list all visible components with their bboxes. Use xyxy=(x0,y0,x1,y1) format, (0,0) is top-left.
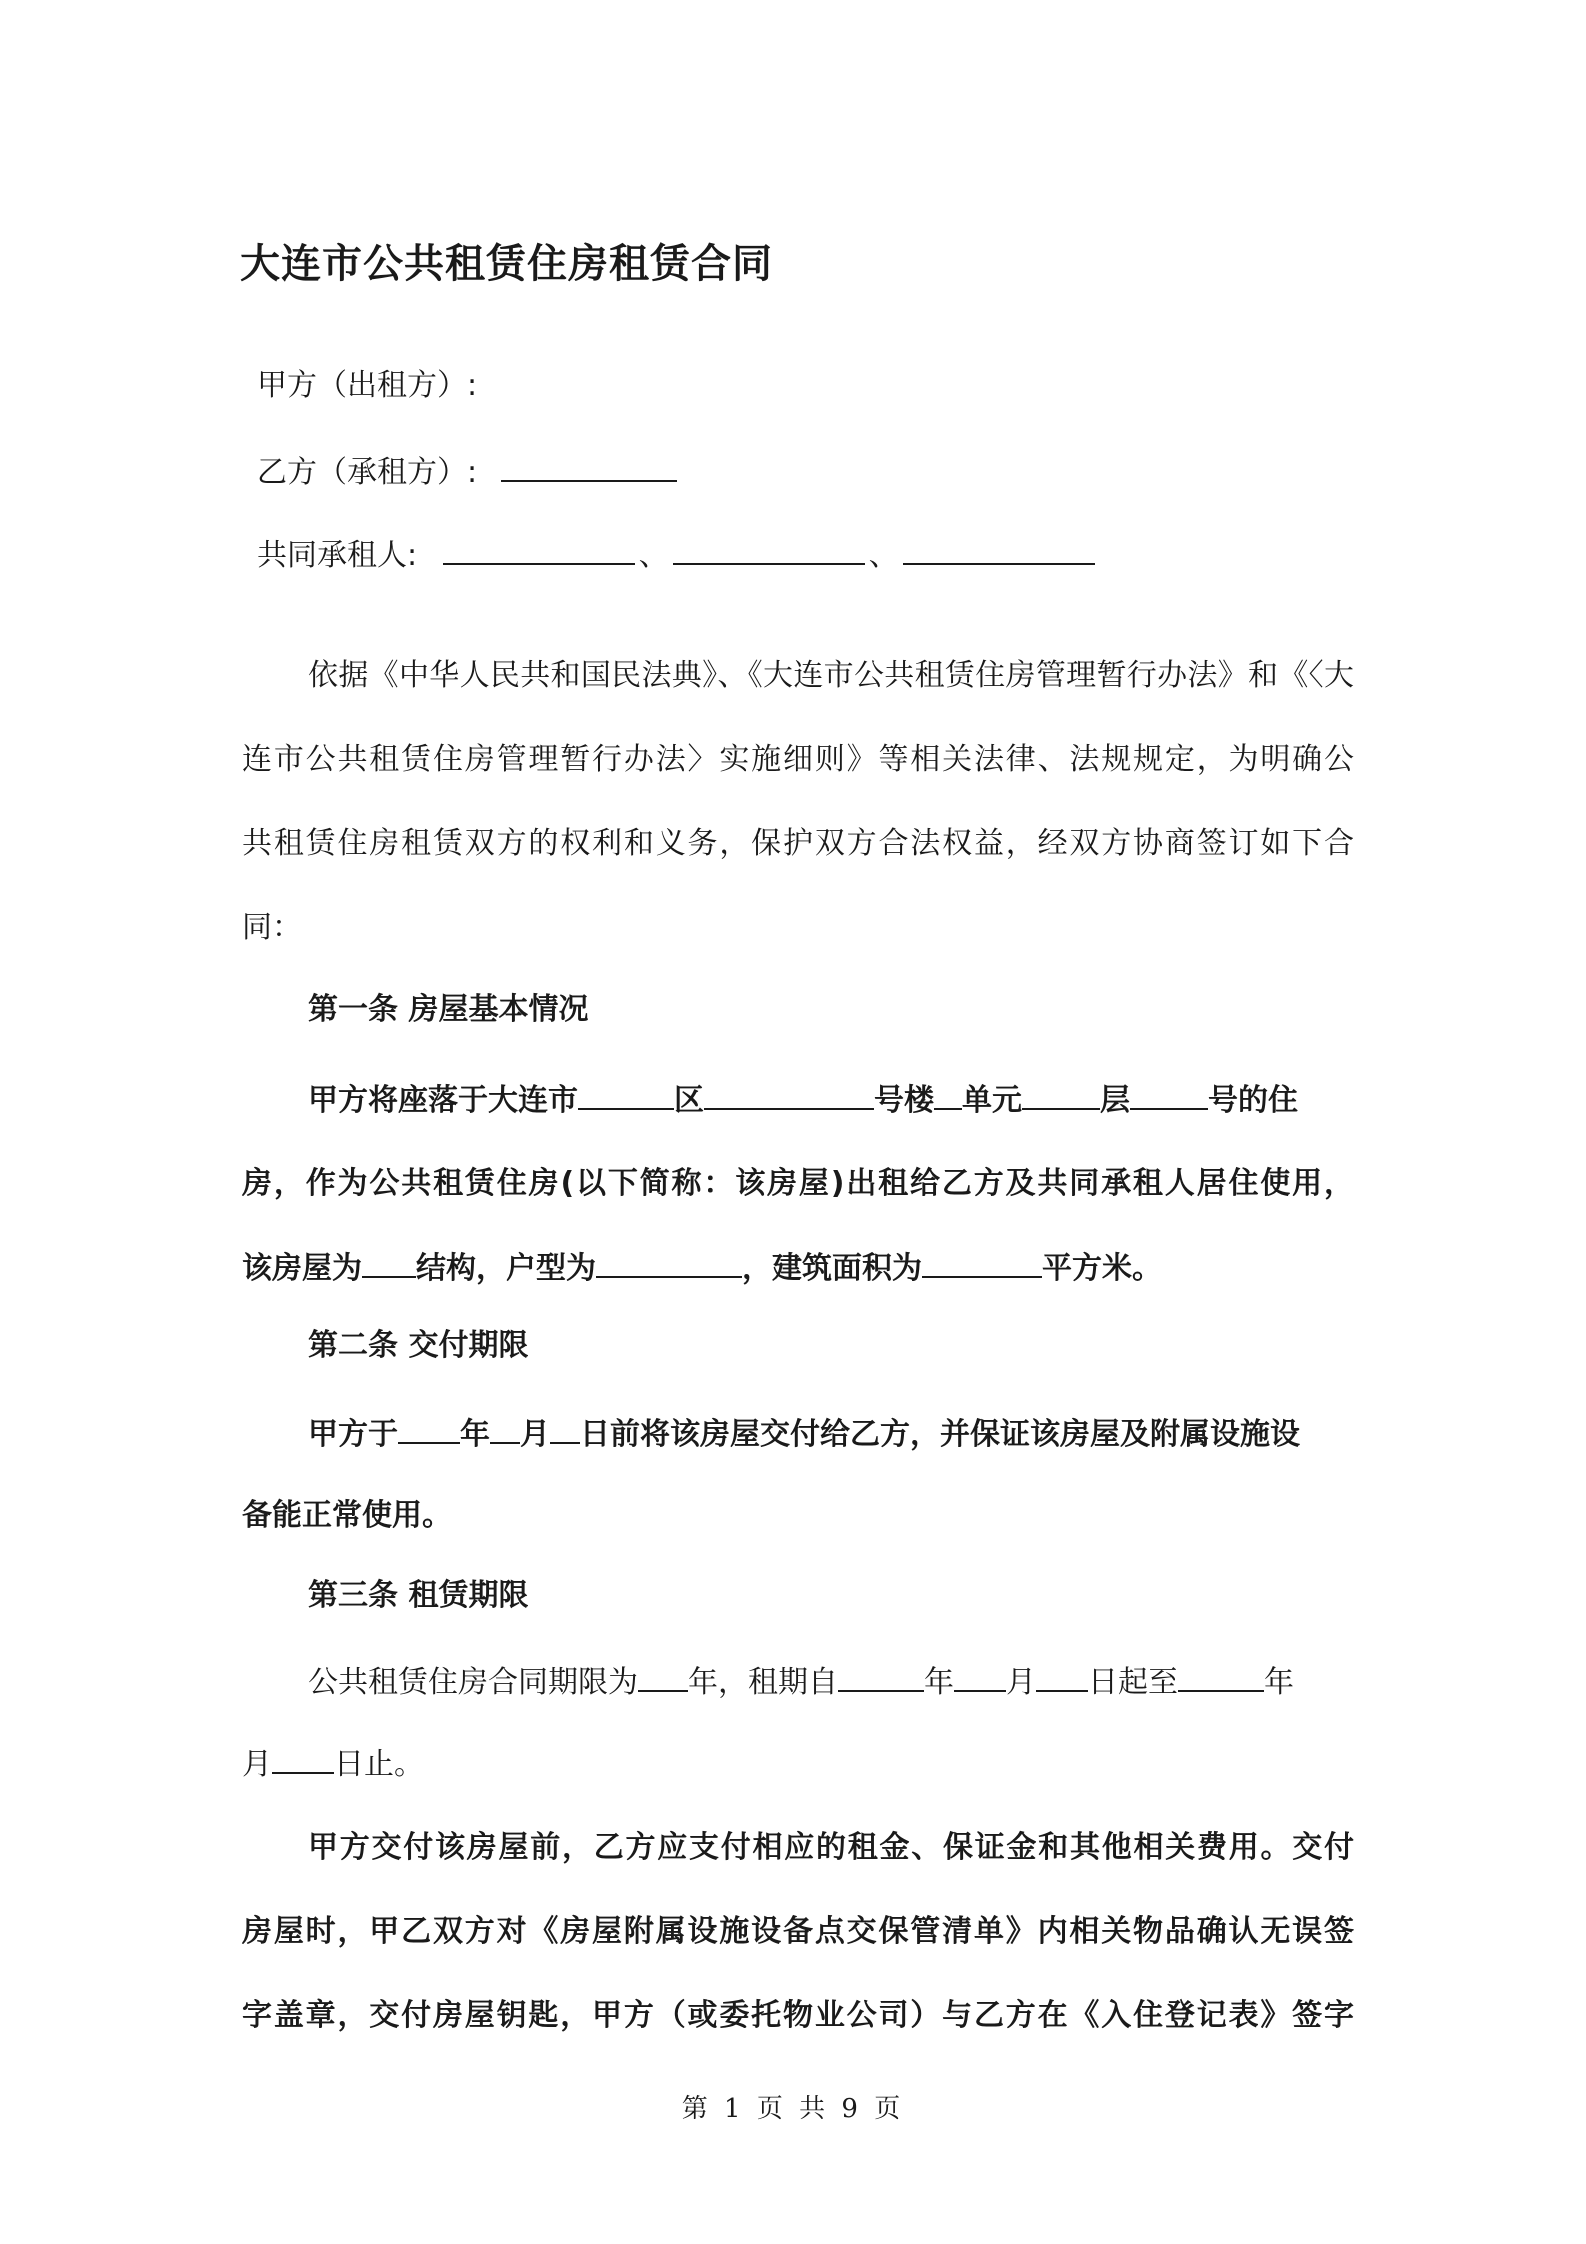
article-3-line-1 xyxy=(308,1660,1354,1705)
art3-text: 日止。 xyxy=(334,1747,424,1782)
art3-text: 月 xyxy=(242,1747,272,1782)
art1-text: ，建筑面积为 xyxy=(742,1251,922,1286)
co-tenant-blank-2[interactable] xyxy=(673,533,865,565)
floor-blank[interactable] xyxy=(1022,1078,1100,1110)
co-tenant-label: 共同承租人: xyxy=(257,538,418,573)
delivery-month-blank[interactable] xyxy=(490,1412,520,1444)
party-b-line xyxy=(257,450,677,493)
art1-text: 区 xyxy=(674,1083,704,1118)
co-tenant-blank-3[interactable] xyxy=(903,533,1095,565)
art3-text: 月 xyxy=(1006,1665,1036,1700)
article-1-line-3 xyxy=(242,1246,1354,1291)
party-b-label: 乙方（承租方）: xyxy=(257,455,478,490)
art1-text: 号的住 xyxy=(1208,1083,1298,1118)
article-1-line-1 xyxy=(308,1078,1354,1123)
article-3-para-2-line-2: 房屋时，甲乙双方对《房屋附属设施设备点交保管清单》内相关物品确认无误签 xyxy=(242,1914,1354,1949)
art1-text: 平方米。 xyxy=(1042,1251,1162,1286)
co-tenant-separator: 、 xyxy=(868,538,899,573)
art1-text: 甲方将座落于大连市 xyxy=(308,1083,578,1118)
delivery-year-blank[interactable] xyxy=(398,1412,460,1444)
page-footer: 第 1 页 共 9 页 xyxy=(681,2094,905,2124)
art2-text: 日前将该房屋交付给乙方，并保证该房屋及附属设施设 xyxy=(580,1417,1300,1452)
article-3-heading: 第三条 租赁期限 xyxy=(308,1578,529,1613)
art3-text: 公共租赁住房合同期限为 xyxy=(308,1665,638,1700)
start-day-blank[interactable] xyxy=(1036,1660,1088,1692)
co-tenant-blank-1[interactable] xyxy=(443,533,635,565)
article-2-line-2: 备能正常使用。 xyxy=(242,1498,452,1533)
art1-text: 号楼 xyxy=(874,1083,934,1118)
article-1-heading: 第一条 房屋基本情况 xyxy=(308,992,589,1027)
art3-text: 年 xyxy=(1264,1665,1294,1700)
end-year-blank[interactable] xyxy=(1178,1660,1264,1692)
building-blank[interactable] xyxy=(704,1078,874,1110)
art1-text: 单元 xyxy=(962,1083,1022,1118)
district-blank[interactable] xyxy=(578,1078,674,1110)
art1-text: 该房屋为 xyxy=(242,1251,362,1286)
art2-text: 年 xyxy=(460,1417,490,1452)
preamble-line-4: 同： xyxy=(242,910,302,945)
preamble-line-2: 连市公共租赁住房管理暂行办法〉实施细则》等相关法律、法规规定，为明确公 xyxy=(242,742,1354,777)
delivery-day-blank[interactable] xyxy=(550,1412,580,1444)
party-a-line xyxy=(257,366,477,406)
preamble-line-3: 共租赁住房租赁双方的权利和义务，保护双方合法权益，经双方协商签订如下合 xyxy=(242,826,1354,861)
term-years-blank[interactable] xyxy=(638,1660,688,1692)
article-2-line-1 xyxy=(308,1412,1354,1457)
party-b-blank[interactable] xyxy=(501,450,677,482)
art2-text: 月 xyxy=(520,1417,550,1452)
co-tenant-line xyxy=(257,533,1095,576)
article-3-line-2 xyxy=(242,1742,1354,1787)
start-month-blank[interactable] xyxy=(954,1660,1006,1692)
article-2-heading: 第二条 交付期限 xyxy=(308,1328,529,1363)
article-3-para-2-line-3: 字盖章，交付房屋钥匙，甲方（或委托物业公司）与乙方在《入住登记表》签字 xyxy=(242,1998,1354,2033)
party-a-label: 甲方（出租方）: xyxy=(257,368,478,403)
room-blank[interactable] xyxy=(1130,1078,1208,1110)
co-tenant-separator: 、 xyxy=(638,538,669,573)
art2-text: 甲方于 xyxy=(308,1417,398,1452)
art3-text: 日起至 xyxy=(1088,1665,1178,1700)
unit-blank[interactable] xyxy=(934,1078,962,1110)
art3-text: 年，租期自 xyxy=(688,1665,838,1700)
end-month-blank[interactable] xyxy=(272,1742,334,1774)
art1-text: 层 xyxy=(1100,1083,1130,1118)
start-year-blank[interactable] xyxy=(838,1660,924,1692)
layout-blank[interactable] xyxy=(596,1246,742,1278)
art1-text: 结构，户型为 xyxy=(416,1251,596,1286)
preamble-line-1: 依据《中华人民共和国民法典》、《大连市公共租赁住房管理暂行办法》和《〈大 xyxy=(308,658,1354,693)
area-blank[interactable] xyxy=(922,1246,1042,1278)
art3-text: 年 xyxy=(924,1665,954,1700)
article-1-line-2: 房，作为公共租赁住房(以下简称：该房屋)出租给乙方及共同承租人居住使用， xyxy=(242,1166,1354,1201)
document-title: 大连市公共租赁住房租赁合同 xyxy=(240,241,773,287)
article-3-para-2-line-1: 甲方交付该房屋前，乙方应支付相应的租金、保证金和其他相关费用。交付 xyxy=(308,1830,1354,1865)
structure-blank[interactable] xyxy=(362,1246,416,1278)
